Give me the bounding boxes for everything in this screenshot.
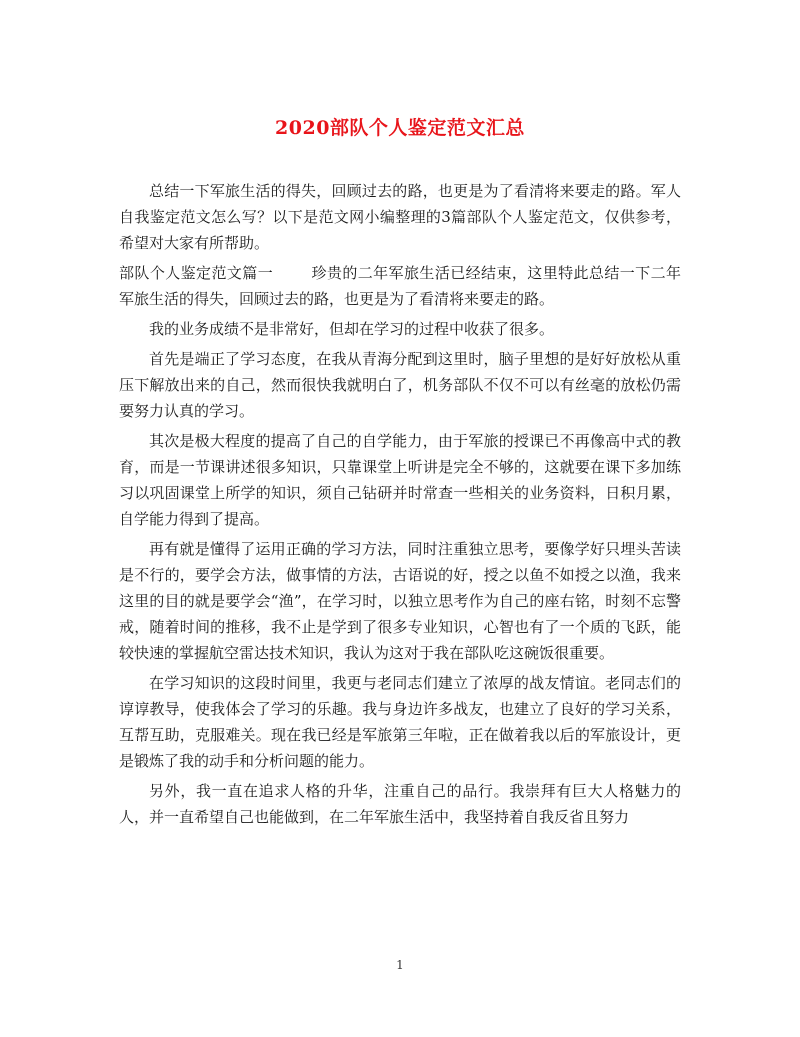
paragraph-methods: 再有就是懂得了运用正确的学习方法，同时注重独立思考，要像学好只埋头苦读是不行的，要学会方法，做事情的方法，古语说的好，授之以鱼不如授之以渔，我来这里的目的就是要学会“渔”，在学习时，以独立思考作为自己的座右铭，时刻不忘警戒，随着时间的推移，我不止是学到了很多专业知识，心智也有了一个质的飞跃，能较快速的掌握航空雷达技术知识，我认为这对于我在部队吃这碗饭很重要。 <box>119 540 681 662</box>
document-body <box>119 178 681 830</box>
paragraph-business-results: 我的业务成绩不是非常好，但却在学习的过程中收获了很多。 <box>149 320 555 338</box>
document-title: 2020部队个人鉴定范文汇总 <box>275 117 525 139</box>
paragraph-character: 另外，我一直在追求人格的升华，注重自己的品行。我崇拜有巨大人格魅力的人，并一直希望自己也能做到，在二年军旅生活中，我坚持着自我反省且努力 <box>119 782 681 826</box>
section-label: 部队个人鉴定范文篇一 <box>119 264 274 282</box>
section-text: 珍贵的二年军旅生活已经结束，这里特此总结一下二年军旅生活的得失，回顾过去的路，也更是为了看清将来要走的路。 <box>119 264 681 308</box>
paragraph-intro: 总结一下军旅生活的得失，回顾过去的路，也更是为了看清将来要走的路。军人自我鉴定范文怎么写？以下是范文网小编整理的3篇部队个人鉴定范文，仅供参考，希望对大家有所帮助。 <box>119 182 681 252</box>
page-number: 1 <box>396 958 404 972</box>
paragraph-comradeship: 在学习知识的这段时间里，我更与老同志们建立了浓厚的战友情谊。老同志们的谆谆教导，使我体会了学习的乐趣。我与身边许多战友，也建立了良好的学习关系，互帮互助，克服难关。现在我已经是军旅第三年啦，正在做着我以后的军旅设计，更是锻炼了我的动手和分析问题的能力。 <box>119 674 681 770</box>
paragraph-self-study: 其次是极大程度的提高了自己的自学能力，由于军旅的授课已不再像高中式的教育，而是一节课讲述很多知识，只靠课堂上听讲是完全不够的，这就要在课下多加练习以巩固课堂上所学的知识，须自己钻研并时常查一些相关的业务资料，日积月累，自学能力得到了提高。 <box>119 432 681 528</box>
paragraph-attitude: 首先是端正了学习态度，在我从青海分配到这里时，脑子里想的是好好放松从重压下解放出来的自己，然而很快我就明白了，机务部队不仅不可以有丝毫的放松仍需要努力认真的学习。 <box>119 350 681 420</box>
paragraph-section-one <box>119 260 681 312</box>
